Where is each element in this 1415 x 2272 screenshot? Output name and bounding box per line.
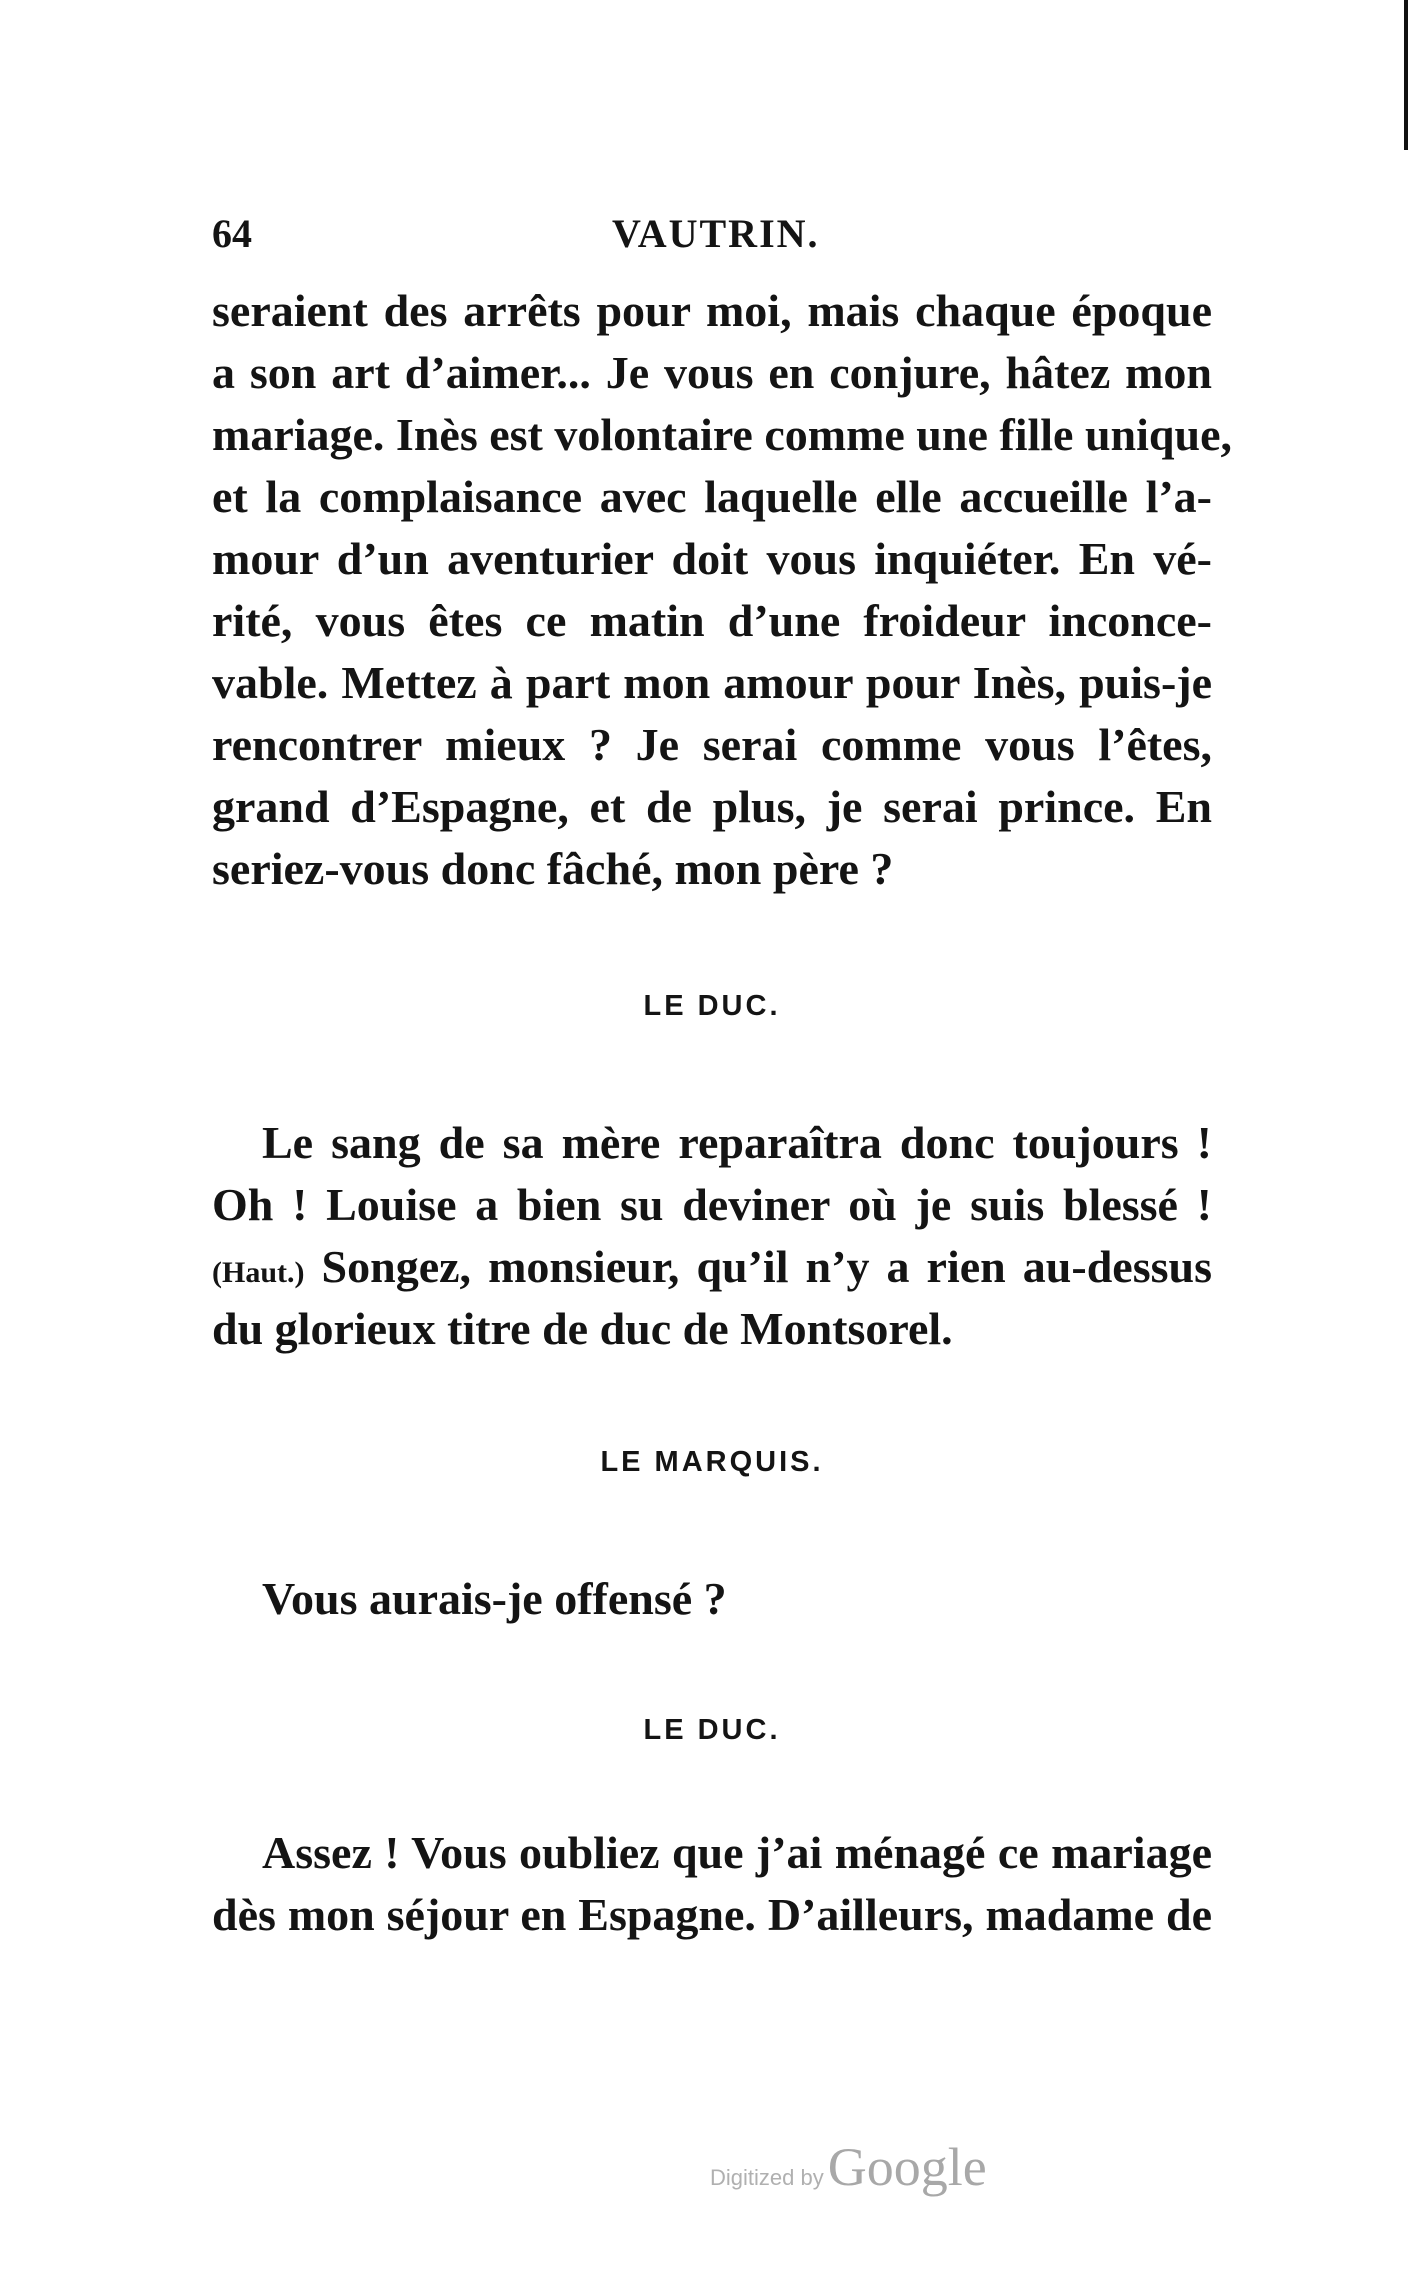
text-line: seriez-vous donc fâché, mon père ? bbox=[212, 843, 894, 894]
text-line: Vous aurais-je offensé ? bbox=[262, 1573, 727, 1624]
text-line: mariage. Inès est volontaire comme une fille unique, bbox=[212, 409, 1232, 460]
text-line: rité, vous êtes ce matin d’une froideur inconce- bbox=[212, 595, 1212, 646]
text-line: vable. Mettez à part mon amour pour Inès, puis-je bbox=[212, 657, 1212, 708]
stage-direction: (Haut.) bbox=[212, 1256, 305, 1289]
watermark-prefix: Digitized by bbox=[710, 2165, 824, 2190]
page-edge-shadow bbox=[1404, 0, 1408, 150]
text-line: rencontrer mieux ? Je serai comme vous l’êtes, bbox=[212, 719, 1212, 770]
text-line: du glorieux titre de duc de Montsorel. bbox=[212, 1303, 953, 1354]
text-line: Le sang de sa mère reparaîtra donc toujours ! bbox=[262, 1117, 1212, 1168]
text-line: dès mon séjour en Espagne. D’ailleurs, madame de bbox=[212, 1889, 1212, 1940]
text-line: mour d’un aventurier doit vous inquiéter. En vé- bbox=[212, 533, 1212, 584]
text-line-with-stage-direction bbox=[212, 1236, 1212, 1304]
speaker-name: LE DUC. bbox=[643, 990, 781, 1022]
text-line: Oh ! Louise a bien su deviner où je suis blessé ! bbox=[212, 1179, 1212, 1230]
text-line: Assez ! Vous oubliez que j’ai ménagé ce mariage bbox=[262, 1827, 1212, 1878]
speaker-name: LE DUC. bbox=[643, 1714, 781, 1746]
text-line: a son art d’aimer... Je vous en conjure, hâtez mon bbox=[212, 347, 1212, 398]
text-line: grand d’Espagne, et de plus, je serai prince. En bbox=[212, 781, 1212, 832]
page-header bbox=[212, 210, 1212, 270]
text-line: et la complaisance avec laquelle elle accueille l’a- bbox=[212, 471, 1212, 522]
page-number: 64 bbox=[212, 211, 252, 256]
digitized-watermark bbox=[710, 2136, 987, 2198]
running-title: VAUTRIN. bbox=[612, 211, 820, 256]
text-fragment: Songez, monsieur, qu’il n’y a rien au-dessus bbox=[304, 1241, 1212, 1292]
speaker-name: LE MARQUIS. bbox=[600, 1446, 824, 1478]
watermark-brand: Google bbox=[827, 2137, 987, 2197]
text-line: seraient des arrêts pour moi, mais chaque époque bbox=[212, 285, 1212, 336]
